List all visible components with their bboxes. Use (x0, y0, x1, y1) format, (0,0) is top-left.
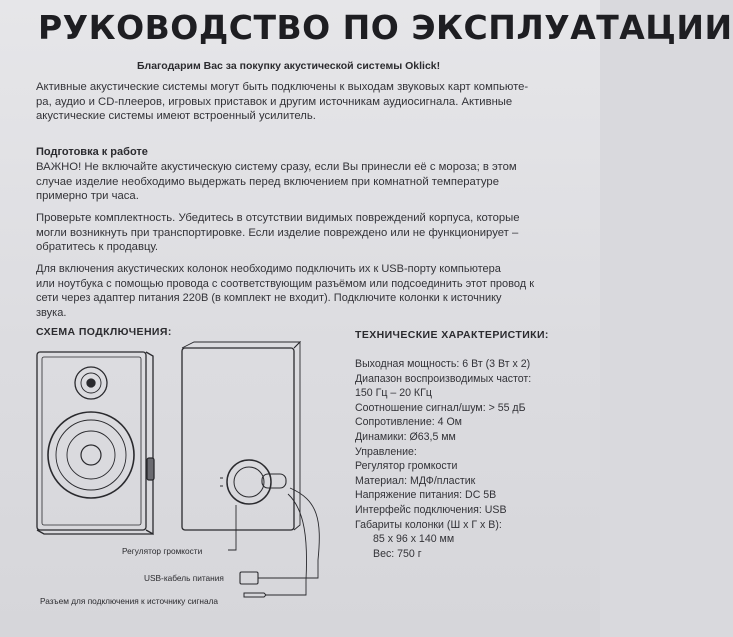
intro-line: ра, аудио и CD-плееров, игровых приставок и другим источникам аудиосигнала. Активные (36, 95, 513, 108)
spec-impedance: Сопротивление: 4 Ом (355, 416, 462, 429)
woofer-cone (67, 431, 115, 479)
warning-line: случае изделие необходимо выдержать перед включением при комнатной температуре (36, 175, 499, 188)
usb-plug-icon (240, 572, 258, 584)
volume-leader-line (228, 505, 236, 550)
label-usb: USB-кабель питания (144, 573, 224, 583)
usb-cable-line (258, 488, 319, 578)
check-line: обратитесь к продавцу. (36, 241, 159, 254)
specs-heading: ТЕХНИЧЕСКИЕ ХАРАКТЕРИСТИКИ: (355, 329, 549, 341)
spec-snr: Соотношение сигнал/шум: > 55 дБ (355, 401, 526, 414)
check-line: Проверьте комплектность. Убедитесь в отсутствии видимых повреждений корпуса, которые (36, 212, 520, 224)
volume-knob-housing (262, 474, 286, 488)
front-speaker-side (146, 352, 153, 534)
thanks-line: Благодарим Вас за покупку акустической системы Oklick! (137, 60, 441, 72)
spec-control-label: Управление: (355, 445, 417, 458)
spec-range-value: 150 Гц – 20 КГц (355, 387, 432, 400)
audio-plug-icon (244, 593, 266, 597)
spec-supply: Напряжение питания: DC 5В (355, 489, 497, 502)
spec-interface: Интерфейс подключения: USB (355, 503, 507, 516)
spec-material: Материал: МДФ/пластик (355, 474, 476, 487)
spec-control-value: Регулятор громкости (355, 460, 458, 473)
page-title: РУКОВОДСТВО ПО ЭКСПЛУАТАЦИИ (38, 8, 733, 47)
spec-drivers: Динамики: Ø63,5 мм (355, 430, 456, 443)
prep-heading: Подготовка к работе (36, 146, 148, 158)
spec-power: Выходная мощность: 6 Вт (3 Вт x 2) (355, 358, 531, 370)
label-audio: Разъем для подключения к источнику сигнала (40, 596, 219, 606)
spec-range-label: Диапазон воспроизводимых частот: (355, 372, 532, 385)
connect-line: сети через адаптер питания 220В (в комплект не входит). Подключите колонки к источнику (36, 292, 502, 305)
label-volume: Регулятор громкости (122, 546, 203, 556)
rear-indicator-icon (220, 478, 223, 486)
scheme-heading: СХЕМА ПОДКЛЮЧЕНИЯ: (36, 326, 172, 338)
spec-dims-label: Габариты колонки (Ш x Г x В): (355, 518, 502, 531)
spec-dims-value: 85 x 96 x 140 мм (373, 533, 455, 546)
connect-line: звука. (36, 306, 67, 319)
warning-line: ВАЖНО! Не включайте акустическую систему сразу, если Вы принесли её с мороза; в этом (36, 161, 517, 173)
tweeter-dome (87, 379, 95, 387)
woofer-icon (48, 412, 134, 498)
rear-speaker-top (182, 342, 300, 348)
volume-knob-inner (234, 467, 264, 497)
connect-line: или ноутбука с помощью провода с соответствующим разъёмом или подсоединить этот провод к (36, 277, 535, 290)
side-knob-icon (147, 458, 154, 480)
intro-line: акустические системы имеют встроенный усилитель. (36, 110, 316, 123)
warning-line: примерно три часа. (36, 190, 139, 203)
connect-line: Для включения акустических колонок необходимо подключить их к USB-порту компьютера (36, 263, 501, 275)
spec-weight: Вес: 750 г (373, 547, 422, 560)
woofer-dustcap (81, 445, 101, 465)
check-line: могли возникнуть при транспортировке. Если изделие повреждено или не функционирует – (36, 226, 519, 239)
woofer-surround (56, 420, 126, 490)
rear-speaker-body (182, 348, 294, 530)
intro-line: Активные акустические системы могут быть подключены к выходам звуковых карт компьюте- (36, 81, 529, 93)
audio-cable-line (266, 494, 307, 595)
